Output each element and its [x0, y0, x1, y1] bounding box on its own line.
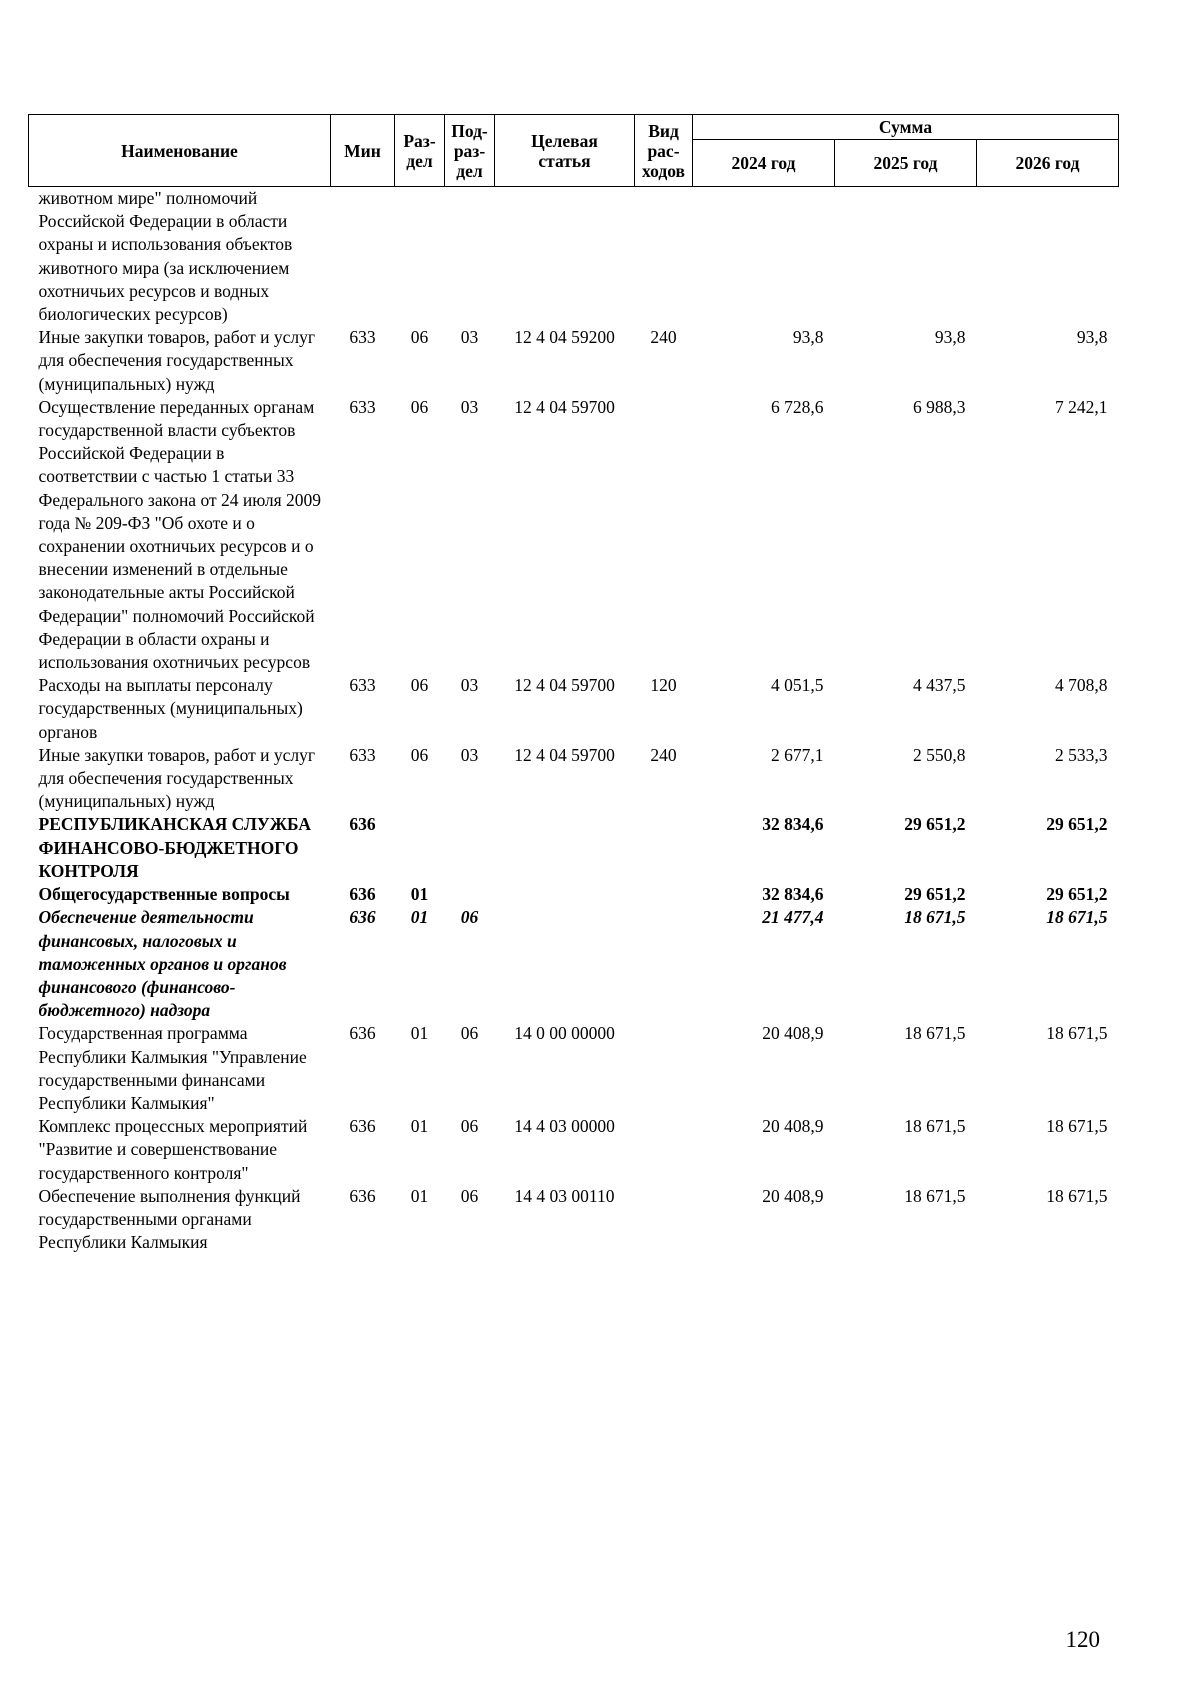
row-celevaya-statya: 12 4 04 59700	[514, 744, 615, 765]
row-sum-2025: 6 988,3	[913, 396, 966, 417]
row-podrazdel	[445, 813, 495, 883]
row-min: 636	[349, 884, 376, 905]
table-row	[29, 906, 1119, 1022]
row-sum-2025: 2 550,8	[913, 744, 966, 765]
row-min: 636	[349, 1185, 376, 1206]
row-name: Общегосударственные вопросы	[38, 884, 290, 905]
table-row	[29, 187, 1119, 327]
row-razdel	[395, 813, 445, 883]
row-podrazdel: 03	[460, 675, 479, 696]
table-row	[29, 1115, 1119, 1185]
row-sum-2026: 4 708,8	[1055, 675, 1108, 696]
table-row	[29, 1185, 1119, 1255]
row-sum-2024: 2 677,1	[771, 744, 824, 765]
page-number: 120	[1065, 1627, 1100, 1652]
row-sum-2024: 20 408,9	[762, 1116, 824, 1137]
header-summa: Сумма	[693, 115, 1119, 140]
row-name: Осуществление переданных органам государственной власти субъектов Российской Федерации в соответствии с частью 1 статьи 33 Федерального закона от 24 июля 2009 года № 209-ФЗ "Об охоте и о сохранении охотничьих ресурсов и о внесении изменений в отдельные законодательные акты Российской Федерации" полномочий Российской Федерации в области охраны и использования охотничьих ресурсов	[38, 396, 322, 673]
row-name: Иные закупки товаров, работ и услуг для обеспечения государственных (муниципальных) нужд	[38, 744, 316, 812]
row-sum-2025: 18 671,5	[904, 1185, 966, 1206]
row-vid-rashodov	[635, 396, 693, 674]
row-celevaya-statya	[495, 813, 635, 883]
row-name: Комплекс процессных мероприятий "Развитие и совершенствование государственного контроля"	[38, 1116, 308, 1183]
row-razdel: 06	[410, 327, 429, 348]
row-sum-2024: 20 408,9	[762, 1023, 824, 1044]
table-body	[29, 187, 1119, 1255]
row-razdel: 01	[410, 907, 429, 928]
row-sum-2026: 18 671,5	[1046, 1185, 1108, 1206]
row-vid-rashodov	[635, 813, 693, 883]
row-podrazdel: 03	[460, 744, 479, 765]
row-vid-rashodov: 120	[650, 675, 677, 696]
row-sum-2024: 32 834,6	[762, 814, 824, 835]
row-celevaya-statya: 12 4 04 59200	[514, 327, 615, 348]
row-name: Иные закупки товаров, работ и услуг для обеспечения государственных (муниципальных) нужд	[38, 327, 316, 394]
row-name: Расходы на выплаты персоналу государственных (муниципальных) органов	[38, 675, 303, 742]
table-row	[29, 396, 1119, 674]
row-sum-2024: 93,8	[792, 327, 824, 348]
row-celevaya-statya	[495, 883, 635, 906]
row-celevaya-statya	[495, 906, 635, 1022]
row-sum-2026: 29 651,2	[1046, 884, 1108, 905]
row-podrazdel: 06	[460, 1185, 479, 1206]
table-row	[29, 1022, 1119, 1115]
row-name: Обеспечение деятельности финансовых, налоговых и таможенных органов и органов финансового (финансово-бюджетного) надзора	[38, 907, 287, 1021]
row-sum-2026: 29 651,2	[1046, 814, 1108, 835]
row-sum-2026: 18 671,5	[1046, 1023, 1108, 1044]
row-vid-rashodov	[635, 187, 693, 327]
row-podrazdel: 06	[460, 1023, 479, 1044]
row-vid-rashodov: 240	[650, 327, 677, 348]
row-min: 633	[349, 675, 376, 696]
row-min: 633	[349, 744, 376, 765]
row-sum-2026: 7 242,1	[1055, 396, 1108, 417]
row-sum-2026: 2 533,3	[1055, 744, 1108, 765]
row-celevaya-statya: 14 4 03 00110	[514, 1185, 615, 1206]
row-razdel: 01	[410, 884, 429, 905]
table-row	[29, 326, 1119, 396]
row-celevaya-statya: 12 4 04 59700	[514, 675, 615, 696]
row-sum-2025	[835, 187, 977, 327]
row-celevaya-statya	[495, 187, 635, 327]
row-sum-2024: 4 051,5	[771, 675, 824, 696]
header-year-2024: 2024 год	[693, 140, 835, 187]
row-min	[331, 187, 395, 327]
table-row	[29, 883, 1119, 906]
table-row	[29, 674, 1119, 744]
row-name: животном мире" полномочий Российской Федерации в области охраны и использования объектов животного мира (за исключением охотничьих ресурсов и водных биологических ресурсов)	[38, 188, 293, 325]
row-min: 633	[349, 327, 376, 348]
row-sum-2025: 4 437,5	[913, 675, 966, 696]
row-vid-rashodov	[635, 906, 693, 1022]
row-min: 636	[349, 1116, 376, 1137]
header-vid: Вид рас- ходов	[635, 115, 693, 187]
row-sum-2026	[977, 187, 1119, 327]
row-min: 636	[349, 1023, 376, 1044]
row-min: 636	[349, 814, 376, 835]
header-name: Наименование	[29, 115, 331, 187]
table-row	[29, 813, 1119, 883]
header-year-2026: 2026 год	[977, 140, 1119, 187]
row-celevaya-statya: 14 0 00 00000	[514, 1023, 615, 1044]
budget-table	[28, 114, 1119, 1254]
row-name: Государственная программа Республики Калмыкия "Управление государственными финансами Республики Калмыкия"	[38, 1023, 307, 1113]
row-razdel: 06	[410, 396, 429, 417]
row-sum-2026: 18 671,5	[1046, 1116, 1108, 1137]
row-podrazdel	[445, 883, 495, 906]
row-sum-2024	[693, 187, 835, 327]
table-header	[29, 115, 1119, 187]
row-sum-2025: 18 671,5	[904, 907, 966, 928]
header-podrazdel: Под- раз- дел	[445, 115, 495, 187]
row-min: 633	[349, 396, 376, 417]
row-celevaya-statya: 12 4 04 59700	[514, 396, 615, 417]
row-razdel: 06	[410, 744, 429, 765]
row-celevaya-statya: 14 4 03 00000	[514, 1116, 615, 1137]
row-vid-rashodov	[635, 883, 693, 906]
header-min: Мин	[331, 115, 395, 187]
row-name: РЕСПУБЛИКАНСКАЯ СЛУЖБА ФИНАНСОВО-БЮДЖЕТНОГО КОНТРОЛЯ	[38, 814, 312, 881]
row-name: Обеспечение выполнения функций государственными органами Республики Калмыкия	[38, 1185, 301, 1253]
row-sum-2025: 18 671,5	[904, 1116, 966, 1137]
row-razdel: 06	[410, 675, 429, 696]
row-razdel	[395, 187, 445, 327]
header-year-2025: 2025 год	[835, 140, 977, 187]
row-sum-2025: 18 671,5	[904, 1023, 966, 1044]
row-podrazdel: 06	[460, 907, 479, 928]
row-sum-2026: 18 671,5	[1046, 907, 1108, 928]
row-sum-2025: 29 651,2	[904, 814, 966, 835]
row-sum-2026: 93,8	[1076, 327, 1108, 348]
row-sum-2025: 29 651,2	[904, 884, 966, 905]
row-sum-2025: 93,8	[934, 327, 966, 348]
row-vid-rashodov: 240	[650, 744, 677, 765]
row-razdel: 01	[410, 1023, 429, 1044]
row-razdel: 01	[410, 1185, 429, 1206]
header-razdel: Раз- дел	[395, 115, 445, 187]
row-razdel: 01	[410, 1116, 429, 1137]
row-vid-rashodov	[635, 1022, 693, 1115]
row-sum-2024: 21 477,4	[762, 907, 824, 928]
row-sum-2024: 20 408,9	[762, 1185, 824, 1206]
row-podrazdel: 03	[460, 396, 479, 417]
row-vid-rashodov	[635, 1115, 693, 1185]
row-sum-2024: 32 834,6	[762, 884, 824, 905]
row-min: 636	[349, 907, 376, 928]
row-podrazdel: 06	[460, 1116, 479, 1137]
row-sum-2024: 6 728,6	[771, 396, 824, 417]
table-row	[29, 744, 1119, 814]
row-podrazdel: 03	[460, 327, 479, 348]
row-podrazdel	[445, 187, 495, 327]
header-celevaya: Целевая статья	[495, 115, 635, 187]
row-vid-rashodov	[635, 1185, 693, 1255]
